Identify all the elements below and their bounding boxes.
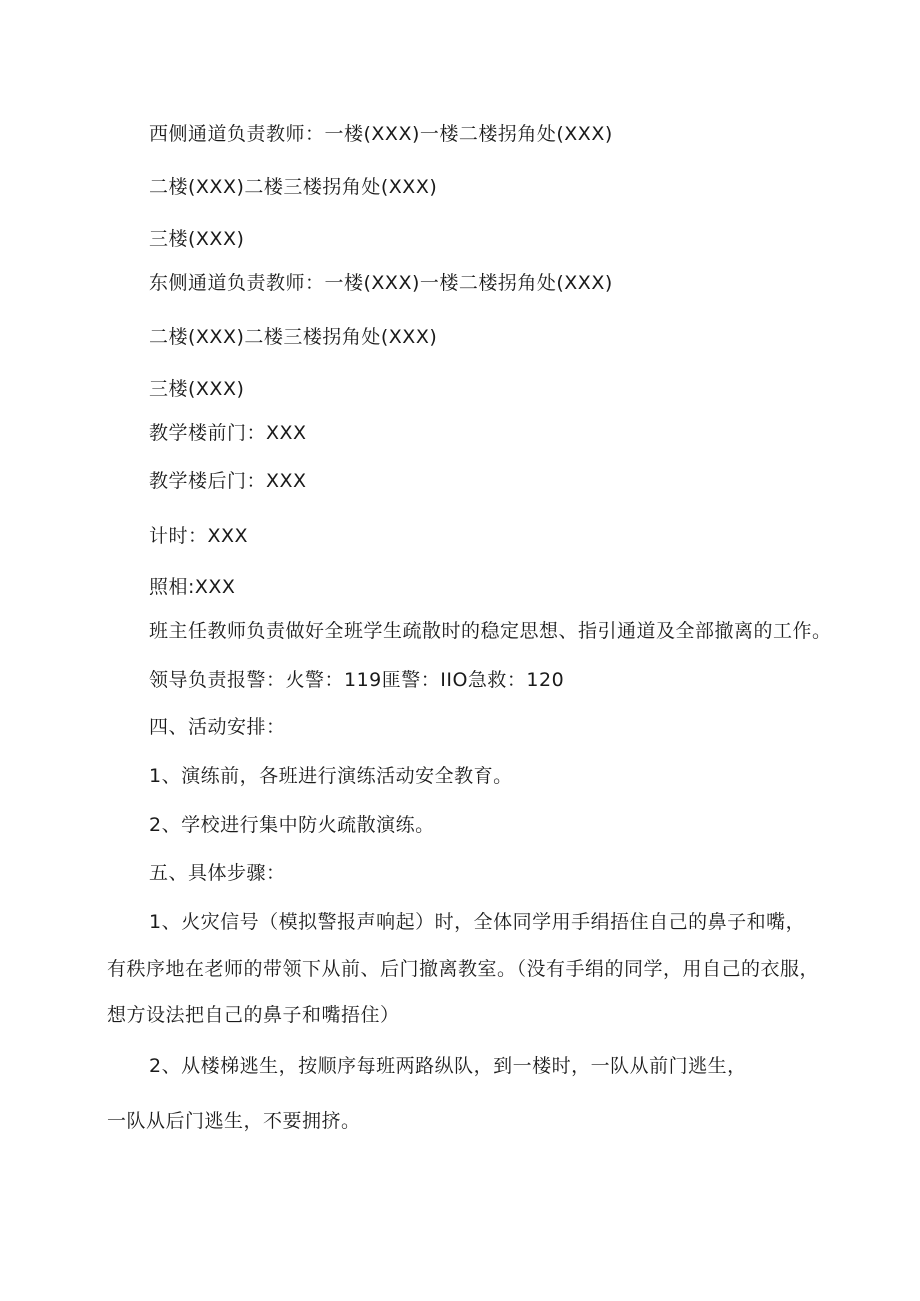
back-door-line: 教学楼后门：XXX [149, 470, 307, 492]
east-passage-teachers-line: 东侧通道负责教师：一楼(XXX)一楼二楼拐角处(XXX) [149, 272, 613, 294]
west-second-floor-line: 二楼(XXX)二楼三楼拐角处(XXX) [149, 176, 438, 198]
activity-item-2: 2、学校进行集中防火疏散演练。 [149, 814, 435, 836]
photography-line: 照相:XXX [149, 576, 236, 598]
east-second-floor-line: 二楼(XXX)二楼三楼拐角处(XXX) [149, 326, 438, 348]
step-2-line-1: 2、从楼梯逃生，按顺序每班两路纵队，到一楼时，一队从前门逃生， [149, 1055, 747, 1077]
step-1-line-2: 有秩序地在老师的带领下从前、后门撤离教室。（没有手绢的同学，用自己的衣服， [107, 958, 820, 980]
step-1-line-3: 想方设法把自己的鼻子和嘴捂住） [107, 1004, 400, 1026]
alarm-numbers-line: 领导负责报警：火警：119匪警：IIO急救：120 [149, 669, 565, 691]
front-door-line: 教学楼前门：XXX [149, 422, 307, 444]
step-1-line-1: 1、火灾信号（模拟警报声响起）时，全体同学用手绢捂住自己的鼻子和嘴， [149, 911, 806, 933]
section-four-heading: 四、活动安排： [149, 716, 286, 738]
head-teacher-duty-line: 班主任教师负责做好全班学生疏散时的稳定思想、指引通道及全部撤离的工作。 [149, 620, 832, 642]
west-third-floor-line: 三楼(XXX) [149, 228, 245, 250]
activity-item-1: 1、演练前，各班进行演练活动安全教育。 [149, 765, 513, 787]
section-five-heading: 五、具体步骤： [149, 862, 286, 884]
east-third-floor-line: 三楼(XXX) [149, 378, 245, 400]
step-2-line-2: 一队从后门逃生，不要拥挤。 [107, 1110, 361, 1132]
timekeeping-line: 计时：XXX [149, 525, 249, 547]
west-passage-teachers-line: 西侧通道负责教师：一楼(XXX)一楼二楼拐角处(XXX) [149, 123, 613, 145]
